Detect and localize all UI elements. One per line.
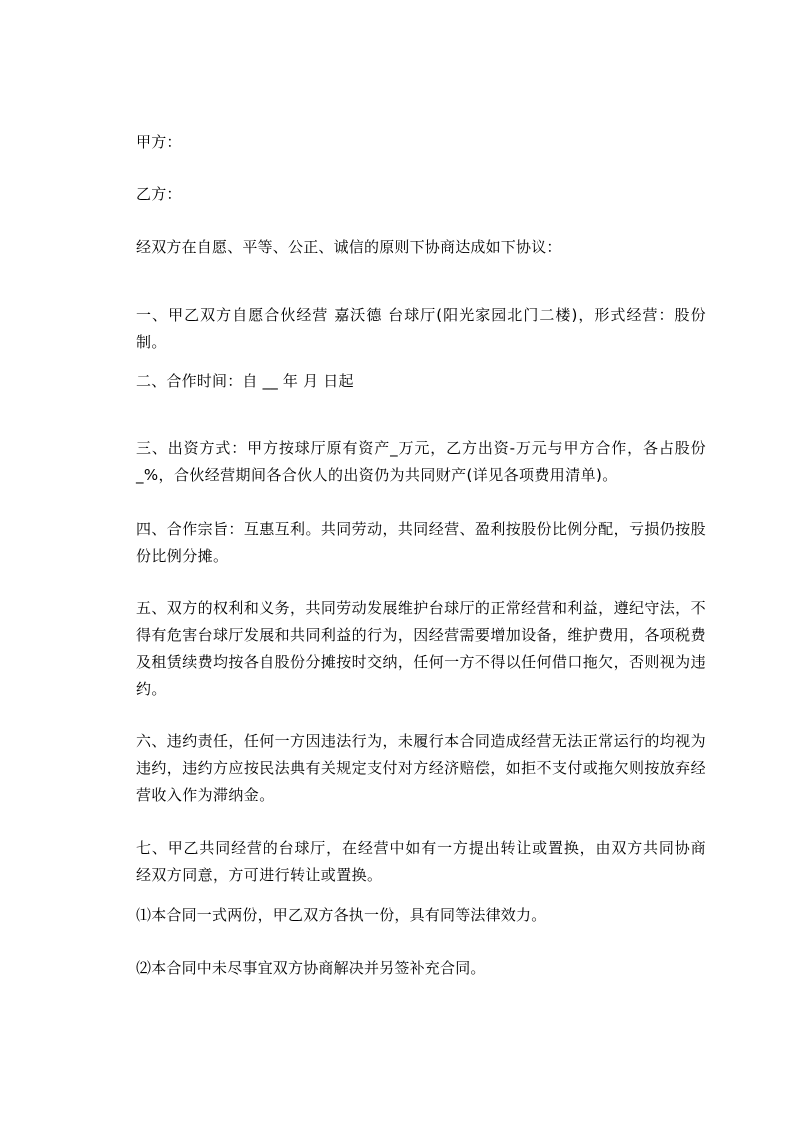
intro-paragraph: 经双方在自愿、平等、公正、诚信的原则下协商达成如下协议： [136, 238, 562, 256]
clause-5: 五、双方的权利和义务，共同劳动发展维护台球厅的正常经营和利益，遵纪守法，不得有危害台球厅发展和共同利益的行为，因经营需要增加设备，维护费用，各项税费及租赁续费均按各自股份分摊按时交纳，任何一方不得以任何借口拖欠，否则视为违约。 [136, 599, 706, 698]
clause-1: 一、甲乙双方自愿合伙经营 嘉沃德 台球厅(阳光家园北门二楼)，形式经营：股份制。 [136, 306, 706, 351]
clause-2: 二、合作时间：自 __ 年 月 日起 [136, 372, 354, 390]
party-b-label: 乙方： [136, 185, 182, 203]
clause-7: 七、甲乙共同经营的台球厅，在经营中如有一方提出转让或置换，由双方共同协商 经双方同意，方可进行转让或置换。 [136, 839, 706, 884]
clause-6: 六、违约责任，任何一方因违法行为，未履行本合同造成经营无法正常运行的均视为违约，违约方应按民法典有关规定支付对方经济赔偿，如拒不支付或拖欠则按放弃经营收入作为滞纳金。 [136, 732, 706, 804]
note-1: ⑴本合同一式两份，甲乙双方各执一份，具有同等法律效力。 [136, 906, 547, 924]
note-2: ⑵本合同中未尽事宜双方协商解决并另签补充合同。 [136, 959, 486, 977]
party-a-label: 甲方： [136, 133, 182, 151]
clause-3: 三、出资方式：甲方按球厅原有资产_万元，乙方出资-万元与甲方合作，各占股份_%，合伙经营期间各合伙人的出资仍为共同财产(详见各项费用清单)。 [136, 439, 706, 484]
clause-4: 四、合作宗旨：互惠互利。共同劳动，共同经营、盈利按股份比例分配，亏损仍按股份比例分摊。 [136, 520, 706, 565]
